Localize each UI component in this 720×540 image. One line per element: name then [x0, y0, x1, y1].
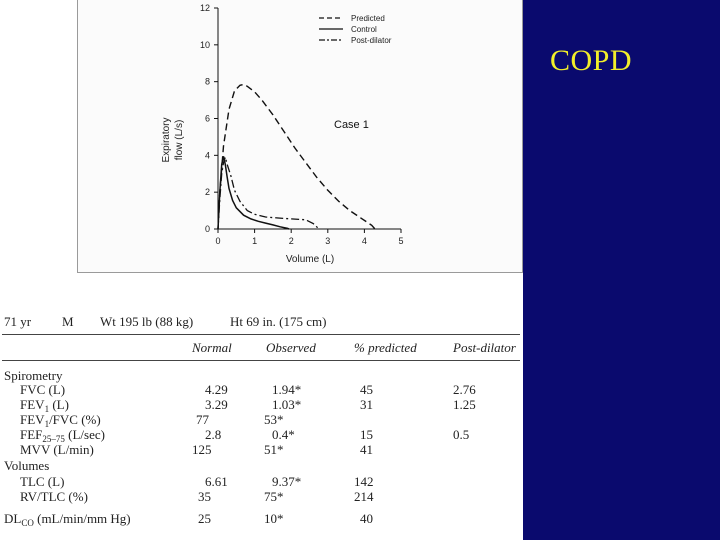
row-fvc-normal: 4.29	[205, 382, 228, 397]
row-tlc-observed: 9.37*	[272, 474, 302, 489]
x-tick-label: 2	[288, 236, 294, 246]
patient-data-table	[0, 298, 522, 540]
row-fef-normal: 2.8	[205, 427, 222, 442]
divider-header	[2, 360, 520, 361]
row-fef-post: 0.5	[453, 427, 470, 442]
patient-age: 71 yr	[4, 314, 32, 329]
legend-entry: Control	[351, 25, 377, 34]
y-axis-title-line1: Expiratory	[161, 117, 172, 163]
row-mvv-observed: 51*	[264, 442, 284, 457]
fef-label-post: (L/sec)	[64, 427, 105, 442]
row-fef-observed: 0.4*	[272, 427, 295, 442]
y-tick-label: 2	[204, 187, 210, 198]
row-tlc-normal: 6.61	[205, 474, 228, 489]
y-tick-label: 0	[204, 224, 210, 234]
slide-title: COPD	[550, 44, 633, 77]
header-post-dilator: Post-dilator	[453, 340, 516, 355]
row-tlc-pct: 142	[354, 474, 374, 489]
fev1fvc-label-sub: 1	[44, 419, 50, 429]
patient-weight: Wt 195 lb (88 kg)	[100, 314, 194, 329]
chart-legend	[319, 14, 392, 45]
fev1-label-sub: 1	[44, 404, 50, 414]
header-observed: Observed	[266, 340, 316, 355]
y-tick-label: 8	[204, 76, 210, 87]
section-volumes: Volumes	[4, 458, 50, 473]
patient-sex: M	[62, 314, 74, 329]
row-fvc-pct: 45	[360, 382, 373, 397]
patient-height: Ht 69 in. (175 cm)	[230, 314, 327, 329]
legend-entry: Predicted	[351, 14, 385, 23]
header-pct-predicted: % predicted	[354, 340, 417, 355]
fev1fvc-label-post: /FVC (%)	[49, 412, 101, 427]
y-tick-label: 4	[204, 150, 210, 161]
row-fvc-observed: 1.94*	[272, 382, 302, 397]
row-fev1-post: 1.25	[453, 397, 476, 412]
row-dlco-label	[4, 511, 131, 531]
legend-entry: Post-dilator	[351, 36, 392, 45]
dlco-label-post: (mL/min/mm Hg)	[33, 511, 131, 526]
row-tlc-label: TLC (L)	[20, 474, 65, 489]
divider-top	[2, 334, 520, 335]
x-tick-label: 1	[252, 236, 258, 246]
y-tick-label: 12	[199, 3, 210, 13]
series-line-predicted	[218, 84, 375, 229]
fev1-label-pre: FEV	[20, 397, 45, 412]
row-dlco-normal: 25	[198, 511, 211, 526]
fef-label-pre: FEF	[20, 427, 43, 442]
row-rvtlc-normal: 35	[198, 489, 211, 504]
row-rvtlc-observed: 75*	[264, 489, 284, 504]
y-tick-label: 10	[199, 39, 210, 50]
row-dlco-observed: 10*	[264, 511, 284, 526]
row-mvv-pct: 41	[360, 442, 373, 457]
row-rvtlc-pct: 214	[354, 489, 374, 504]
row-mvv-normal: 125	[192, 442, 212, 457]
row-fev1fvc-normal: 77	[196, 412, 209, 427]
x-tick-label: 4	[361, 236, 367, 246]
x-tick-label: 5	[398, 236, 404, 246]
section-spirometry: Spirometry	[4, 368, 63, 383]
flow-volume-chart	[77, 0, 521, 272]
x-axis-title: Volume (L)	[285, 254, 335, 265]
fev1-label-post: (L)	[49, 397, 69, 412]
row-fev1fvc-observed: 53*	[264, 412, 284, 427]
row-fvc-label: FVC (L)	[20, 382, 66, 397]
title-panel	[523, 0, 720, 540]
fev1fvc-label-pre: FEV	[20, 412, 45, 427]
chart-annotation: Case 1	[334, 119, 369, 131]
row-fev1-observed: 1.03*	[272, 397, 302, 412]
dlco-label-sub: CO	[21, 518, 34, 528]
chart-series	[218, 84, 375, 229]
row-fev1-pct: 31	[360, 397, 373, 412]
row-dlco-pct: 40	[360, 511, 373, 526]
header-normal: Normal	[192, 340, 232, 355]
row-mvv-label: MVV (L/min)	[20, 442, 94, 457]
y-axis-title-line2: flow (L/s)	[174, 119, 185, 161]
x-tick-label: 3	[325, 236, 331, 246]
row-fvc-post: 2.76	[453, 382, 476, 397]
series-line-post-dilator	[218, 157, 319, 229]
y-tick-label: 6	[204, 113, 210, 124]
dlco-label-pre: DL	[4, 511, 22, 526]
row-fev1-normal: 3.29	[205, 397, 228, 412]
fef-label-sub: 25–75	[42, 434, 65, 444]
row-fef-pct: 15	[360, 427, 373, 442]
x-tick-label: 0	[215, 236, 221, 246]
row-rvtlc-label: RV/TLC (%)	[20, 489, 88, 504]
